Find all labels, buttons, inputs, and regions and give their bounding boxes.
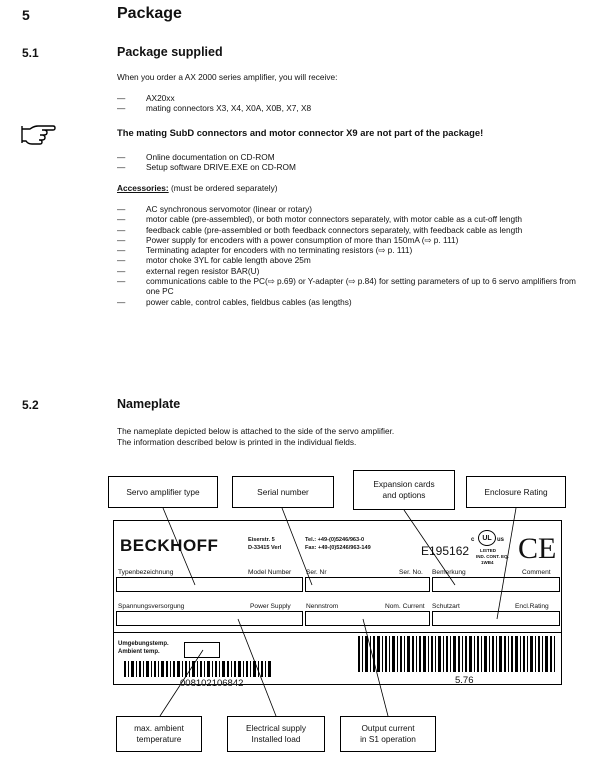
list-item: — AC synchronous servomotor (linear or rotary) bbox=[117, 204, 312, 214]
callout-output-current: Output current in S1 operation bbox=[340, 716, 436, 752]
list-item: — Power supply for encoders with a power consumption of more than 150mA (⇨ p. 111) bbox=[117, 234, 459, 245]
barcode-large bbox=[358, 636, 556, 672]
address-line-2: D-33415 Verl bbox=[248, 545, 282, 551]
label-bemerkung: Bemerkung bbox=[432, 569, 466, 576]
callout-ambient: max. ambient temperature bbox=[116, 716, 202, 752]
section-title: Package bbox=[117, 5, 182, 22]
subsection-title: Package supplied bbox=[117, 45, 223, 59]
list-item: — communications cable to the PC(⇨ p.69) or Y-adapter (⇨ p.84) for setting parameters of up to 6 servo amplifiers from one PC bbox=[117, 276, 576, 297]
documentation-list bbox=[117, 152, 587, 173]
list-item: — AX20xx bbox=[117, 93, 175, 103]
callout-electrical: Electrical supply Installed load bbox=[227, 716, 325, 752]
label-ser-no: Ser. No. bbox=[399, 569, 423, 576]
list-item: — feedback cable (pre-assembled or both feedback connectors separately, with feedback cable as length bbox=[117, 224, 523, 235]
label-encl-rating: Encl.Rating bbox=[515, 603, 549, 610]
label-schutzart: Schutzart bbox=[432, 603, 460, 610]
callout-enclosure: Enclosure Rating bbox=[466, 476, 566, 508]
label-comment: Comment bbox=[522, 569, 551, 576]
subsection-number: 5.2 bbox=[22, 398, 39, 412]
list-item: — Setup software DRIVE.EXE on CD-ROM bbox=[117, 162, 296, 173]
list-item: — motor choke 3YL for cable length above 25m bbox=[117, 255, 311, 266]
subsection-number: 5.1 bbox=[22, 46, 39, 60]
nameplate-text-1: The nameplate depicted below is attached to the side of the servo amplifier. bbox=[117, 426, 395, 436]
field-serial-number bbox=[305, 577, 430, 592]
field-nom-current bbox=[305, 611, 430, 626]
list-item: — Online documentation on CD-ROM bbox=[117, 152, 275, 162]
field-ambient-temp bbox=[184, 642, 220, 658]
label-ser-nr: Ser. Nr bbox=[306, 569, 327, 576]
label-ambient-temp: Ambient temp. bbox=[118, 649, 160, 655]
intro-text: When you order a AX 2000 series amplifier, you will receive: bbox=[117, 72, 338, 82]
barcode-small bbox=[124, 661, 274, 677]
e-number: E195162 bbox=[421, 544, 470, 558]
list-item: — external regen resistor BAR(U) bbox=[117, 265, 260, 276]
list-item: — motor cable (pre-assembled), or both motor connectors separately, with motor cable as a cut-off length bbox=[117, 214, 522, 225]
label-typenbezeichnung: Typenbezeichnung bbox=[118, 569, 174, 576]
field-model-number bbox=[116, 577, 303, 592]
package-list bbox=[117, 93, 587, 114]
ce-mark: CE bbox=[518, 532, 557, 565]
accessories-heading: Accessories: (must be ordered separately) bbox=[117, 183, 278, 193]
label-model-number: Model Number bbox=[248, 569, 292, 576]
beckhoff-logo: BECKHOFF bbox=[120, 536, 219, 555]
warning-note: The mating SubD connectors and motor connector X9 are not part of the package! bbox=[117, 127, 484, 138]
subsection-title: Nameplate bbox=[117, 397, 181, 411]
nameplate-divider bbox=[113, 632, 562, 633]
callout-expansion: Expansion cards and options bbox=[353, 470, 455, 510]
nameplate-text-2: The information described below is printed in the individual fields. bbox=[117, 437, 357, 447]
field-power-supply bbox=[116, 611, 303, 626]
callout-serial-number: Serial number bbox=[232, 476, 334, 508]
list-item: — mating connectors X3, X4, X0A, X0B, X7, X8 bbox=[117, 103, 312, 114]
label-umgebungstemp: Umgebungstemp. bbox=[118, 641, 169, 647]
field-comment bbox=[432, 577, 560, 592]
label-nom-current: Nom. Current bbox=[385, 603, 425, 610]
field-encl-rating bbox=[432, 611, 560, 626]
list-item: — power cable, control cables, fieldbus cables (as lengths) bbox=[117, 296, 352, 307]
pointing-hand-icon bbox=[20, 121, 56, 145]
label-power-supply: Power Supply bbox=[250, 603, 291, 610]
label-nennstrom: Nennstrom bbox=[306, 603, 339, 610]
version-number: 5.76 bbox=[455, 675, 474, 686]
ul-icon: UL bbox=[478, 530, 496, 546]
section-number: 5 bbox=[22, 7, 30, 23]
callout-servo-type: Servo amplifier type bbox=[108, 476, 218, 508]
fax: Fax: +49-(0)5246/963-149 bbox=[305, 545, 371, 551]
barcode-number: 008102106842 bbox=[180, 678, 244, 689]
phone: Tel.: +49-(0)5246/963-0 bbox=[305, 537, 365, 543]
accessories-list bbox=[117, 204, 587, 307]
label-spannungsversorgung: Spannungsversorgung bbox=[118, 603, 185, 610]
list-item: — Terminating adapter for encoders with no terminating resistors (⇨ p. 111) bbox=[117, 245, 413, 256]
address-line-1: Eiserstr. 5 bbox=[248, 537, 275, 543]
